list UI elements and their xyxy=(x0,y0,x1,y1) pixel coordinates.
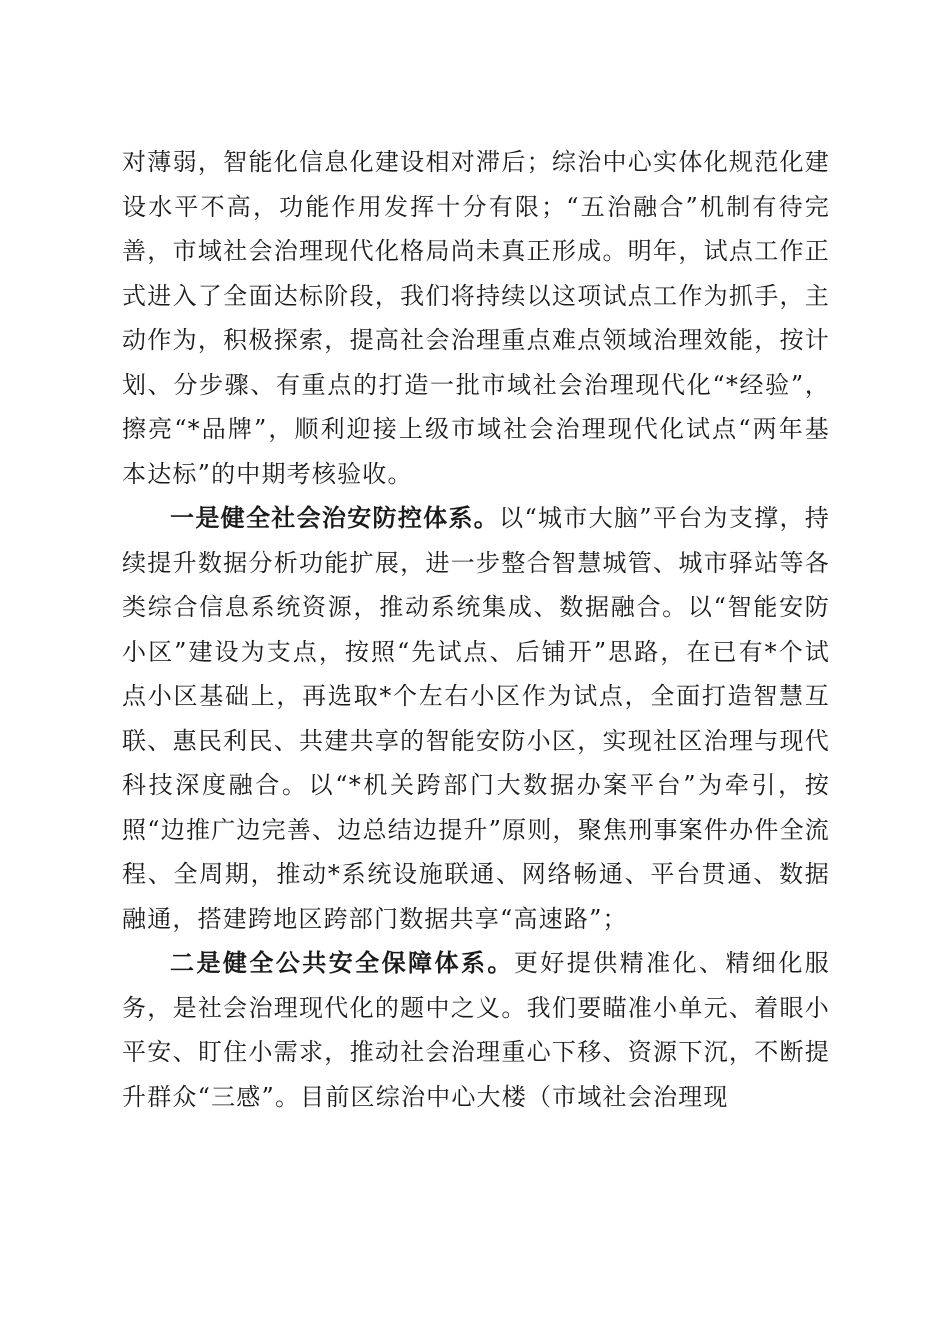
paragraph-social-security xyxy=(122,496,830,941)
paragraph-text: 更好提供精准化、精细化服务，是社会治理现代化的题中之义。我们要瞄准小单元、着眼小平安、盯住小需求，推动社会治理重心下移、资源下沉，不断提升群众“三感”。目前区综治中心大楼（市域社会治理现 xyxy=(122,949,830,1111)
paragraph-text: 以“城市大脑”平台为支撑，持续提升数据分析功能扩展，进一步整合智慧城管、城市驿站等各类综合信息系统资源，推动系统集成、数据融合。以“智能安防小区”建设为支点，按照“先试点、后铺开”思路，在已有*个试点小区基础上，再选取*个左右小区作为试点，全面打造智慧互联、惠民利民、共建共享的智能安防小区，实现社区治理与现代科技深度融合。以“*机关跨部门大数据办案平台”为牵引，按照“边推广边完善、边总结边提升”原则，聚焦刑事案件办件全流程、全周期，推动*系统设施联通、网络畅通、平台贯通、数据融通，搭建跨地区跨部门数据共享“高速路”； xyxy=(122,504,830,933)
paragraph-heading: 一是健全社会治安防控体系。 xyxy=(170,503,500,532)
paragraph-heading: 二是健全公共安全保障体系。 xyxy=(170,948,514,977)
paragraph-text: 对薄弱，智能化信息化建设相对滞后；综治中心实体化规范化建设水平不高，功能作用发挥十分有限；“五治融合”机制有待完善，市域社会治理现代化格局尚未真正形成。明年，试点工作正式进入了全面达标阶段，我们将持续以这项试点工作为抓手，主动作为，积极探索，提高社会治理重点难点领域治理效能，按计划、分步骤、有重点的打造一批市域社会治理现代化“*经验”，擦亮“*品牌”，顺利迎接上级市域社会治理现代化试点“两年基本达标”的中期考核验收。 xyxy=(122,148,830,488)
paragraph-continuation xyxy=(122,140,830,496)
paragraph-public-safety xyxy=(122,941,830,1119)
document-page xyxy=(122,140,830,1119)
